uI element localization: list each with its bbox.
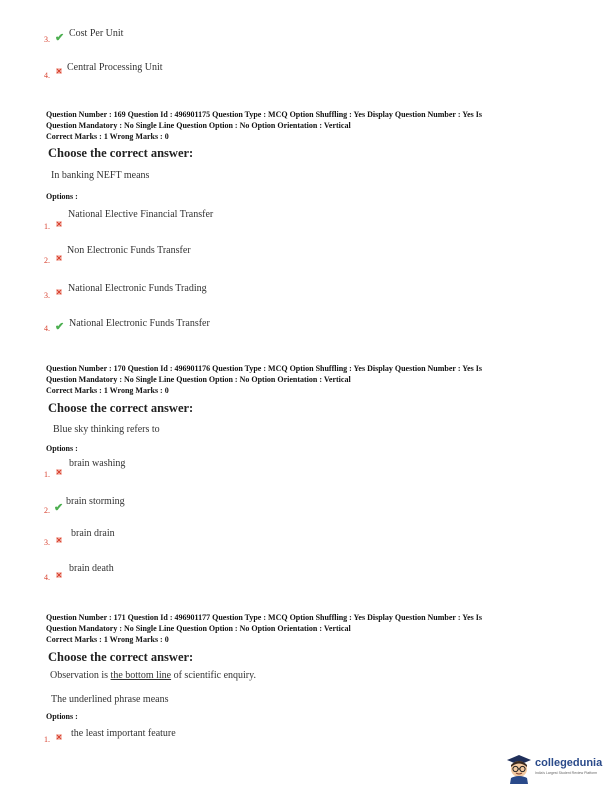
brand-tagline: India's Largest Student Review Platform <box>535 771 598 775</box>
option-text: Cost Per Unit <box>69 28 124 39</box>
question-stem-2: The underlined phrase means <box>51 694 169 705</box>
option-number: 3. <box>44 538 50 547</box>
wrong-cross-icon <box>56 537 62 543</box>
brand-name: collegedunia <box>535 757 603 769</box>
correct-check-icon: ✔ <box>55 321 65 333</box>
option-number: 3. <box>44 35 50 44</box>
option-text: Non Electronic Funds Transfer <box>67 245 191 256</box>
mascot-icon <box>505 752 533 784</box>
option-number: 4. <box>44 573 50 582</box>
question-meta: Question Number : 169 Question Id : 496901175 Question Type : MCQ Option Shuffling : Yes Display Question Number : Yes Is Question Mandatory : No Single Line Question Option : No Option Orientation : Vertical Correct Marks : 1 Wrong Marks : 0 <box>46 110 482 141</box>
option-number: 4. <box>44 324 50 333</box>
question-stem: Observation is the bottom line of scientific enquiry. <box>50 670 256 681</box>
question-meta: Question Number : 170 Question Id : 496901176 Question Type : MCQ Option Shuffling : Yes Display Question Number : Yes Is Question Mandatory : No Single Line Question Option : No Option Orientation : Vertical Correct Marks : 1 Wrong Marks : 0 <box>46 364 482 395</box>
option-number: 1. <box>44 735 50 744</box>
option-text: National Elective Financial Transfer <box>68 209 214 220</box>
option-number: 2. <box>44 256 50 265</box>
options-label: Options : <box>46 712 78 721</box>
option-text: the least important feature <box>71 728 176 739</box>
wrong-cross-icon <box>56 289 62 295</box>
question-prompt: Choose the correct answer: <box>48 146 194 160</box>
question-stem: Blue sky thinking refers to <box>53 424 160 435</box>
wrong-cross-icon <box>56 572 62 578</box>
wrong-cross-icon <box>56 255 62 261</box>
option-text: brain death <box>69 563 114 574</box>
option-number: 1. <box>44 470 50 479</box>
options-label: Options : <box>46 444 78 453</box>
option-text: Central Processing Unit <box>67 62 163 73</box>
wrong-cross-icon <box>56 221 62 227</box>
correct-check-icon: ✔ <box>54 502 64 514</box>
underlined-phrase: the bottom line <box>110 670 172 681</box>
option-number: 1. <box>44 222 50 231</box>
option-text: brain drain <box>71 528 115 539</box>
option-text: brain storming <box>66 496 125 507</box>
correct-check-icon: ✔ <box>55 32 65 44</box>
question-stem: In banking NEFT means <box>51 170 150 181</box>
options-label: Options : <box>46 192 78 201</box>
option-text: National Electronic Funds Trading <box>68 283 207 294</box>
option-number: 3. <box>44 291 50 300</box>
wrong-cross-icon <box>56 734 62 740</box>
wrong-cross-icon <box>56 68 62 74</box>
option-text: National Electronic Funds Transfer <box>69 318 210 329</box>
option-number: 4. <box>44 71 50 80</box>
option-number: 2. <box>44 506 50 515</box>
question-meta: Question Number : 171 Question Id : 496901177 Question Type : MCQ Option Shuffling : Yes Display Question Number : Yes Is Question Mandatory : No Single Line Question Option : No Option Orientation : Vertical Correct Marks : 1 Wrong Marks : 0 <box>46 613 482 644</box>
question-prompt: Choose the correct answer: <box>48 650 194 664</box>
question-prompt: Choose the correct answer: <box>48 401 194 415</box>
wrong-cross-icon <box>56 469 62 475</box>
collegedunia-logo <box>505 752 612 786</box>
option-text: brain washing <box>69 458 126 469</box>
